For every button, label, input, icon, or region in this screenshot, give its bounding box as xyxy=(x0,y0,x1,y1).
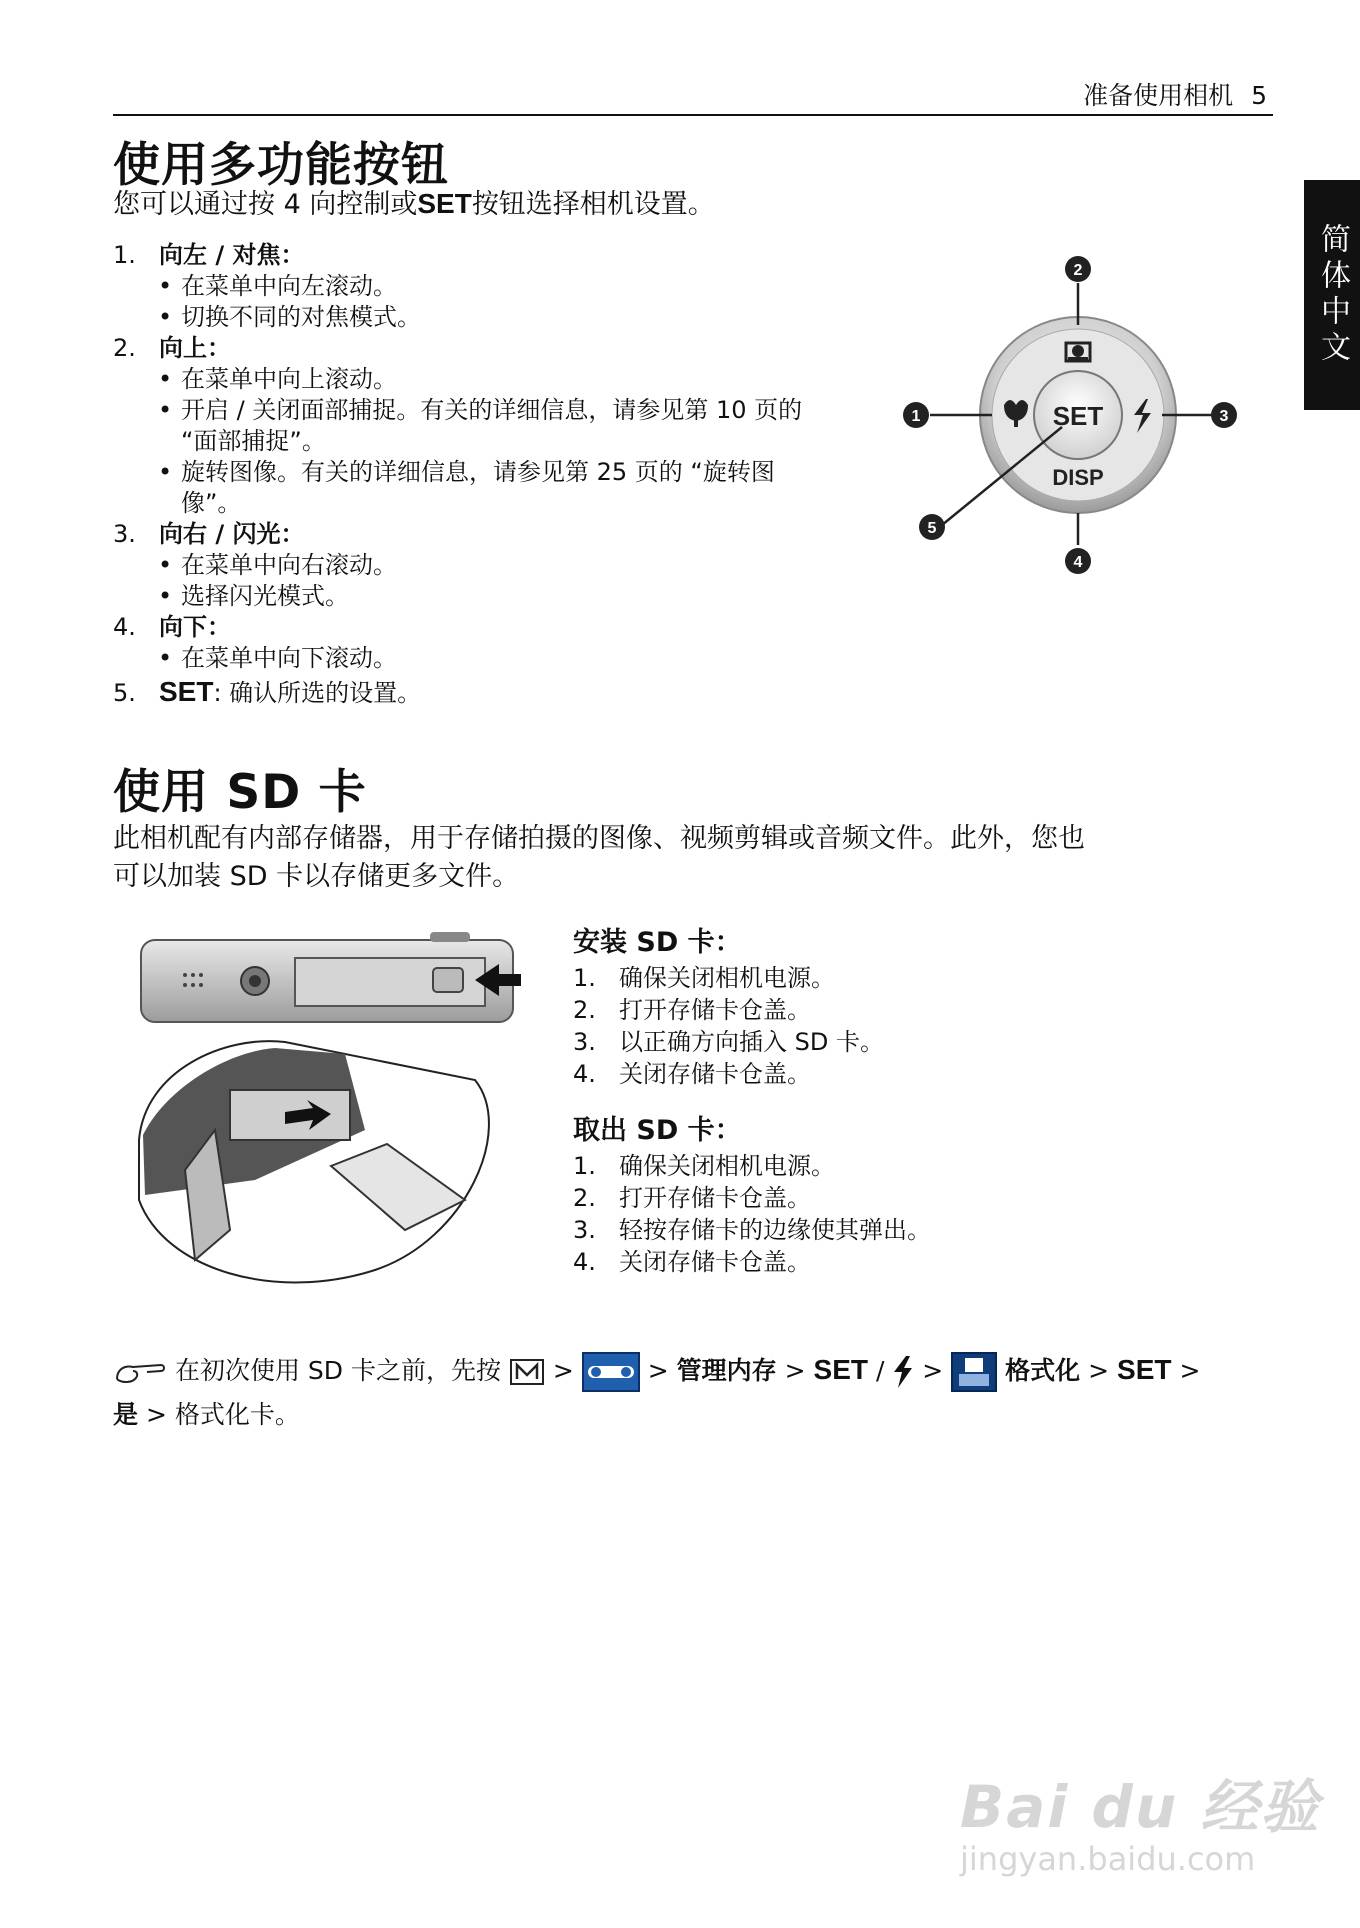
gt-sign: > xyxy=(922,1356,944,1385)
step-text: 关闭存储卡仓盖。 xyxy=(619,1248,811,1276)
gt-sign: > xyxy=(1179,1356,1201,1385)
install-steps xyxy=(573,962,884,1090)
step-number: 4. xyxy=(573,1248,596,1276)
bullet-text: 在菜单中向下滚动。 xyxy=(181,644,397,672)
page-number: 5 xyxy=(1251,81,1267,110)
bullet-text: 像”。 xyxy=(181,489,242,517)
bullet-text: 在菜单中向左滚动。 xyxy=(181,272,397,300)
callout-1: 1 xyxy=(911,408,921,425)
step-number: 2. xyxy=(573,996,596,1024)
chapter-title: 准备使用相机 xyxy=(1083,81,1234,110)
item-number: 4. xyxy=(113,613,136,641)
step-text: 确保关闭相机电源。 xyxy=(619,1152,835,1180)
step-text: 关闭存储卡仓盖。 xyxy=(619,1060,811,1088)
language-tab xyxy=(1304,180,1360,410)
list-item xyxy=(573,1214,931,1246)
list-item xyxy=(573,962,884,994)
gt-sign: > xyxy=(552,1356,574,1385)
flash-icon xyxy=(892,1354,914,1390)
intro-text-end: 按钮选择相机设置。 xyxy=(471,189,715,220)
list-item: 3. 向右 / 闪光： • 在菜单中向右滚动。 • 选择闪光模式。 xyxy=(113,520,397,610)
camera-bottom-view xyxy=(141,932,521,1022)
step-number: 4. xyxy=(573,1060,596,1088)
list-item xyxy=(573,1026,884,1058)
list-item: 1. 向左 / 对焦： • 在菜单中向左滚动。 • 切换不同的对焦模式。 xyxy=(113,241,421,331)
step-number: 3. xyxy=(573,1028,596,1056)
list-item xyxy=(113,674,802,711)
disp-label: DISP xyxy=(1052,465,1104,490)
gt-sign: > xyxy=(647,1356,669,1385)
step-text: 轻按存储卡的边缘使其弹出。 xyxy=(619,1216,931,1244)
setup-menu-icon xyxy=(582,1352,640,1392)
step-text: 确保关闭相机电源。 xyxy=(619,964,835,992)
intro-line: 此相机配有内部存储器，用于存储拍摄的图像、视频剪辑或音频文件。此外，您也 xyxy=(113,823,1085,854)
bullet-text: 切换不同的对焦模式。 xyxy=(181,303,421,331)
callout-3: 3 xyxy=(1219,408,1229,425)
note-text-end: > 格式化卡。 xyxy=(145,1400,300,1429)
baidu-watermark xyxy=(960,1760,1320,1878)
item-number: 1. xyxy=(113,241,136,269)
controller-diagram xyxy=(900,245,1240,585)
item-number: 2. xyxy=(113,334,136,362)
set-label: SET xyxy=(1052,401,1104,431)
format-icon xyxy=(951,1352,997,1392)
watermark-url: jingyan.baidu.com xyxy=(960,1840,1256,1878)
list-item xyxy=(573,1246,931,1278)
list-item xyxy=(573,994,884,1026)
page-header xyxy=(113,72,1273,116)
install-title: 安装 SD 卡： xyxy=(573,927,742,958)
set-word: SET xyxy=(417,188,472,219)
intro-line: 可以加装 SD 卡以存储更多文件。 xyxy=(113,861,520,892)
header-text xyxy=(1083,76,1267,112)
gt-sign: > xyxy=(784,1356,806,1385)
step-text: 打开存储卡仓盖。 xyxy=(619,1184,811,1212)
gt-sign: > xyxy=(1088,1356,1110,1385)
item-title: 向上： xyxy=(159,334,231,362)
step-text: 以正确方向插入 SD 卡。 xyxy=(619,1028,884,1056)
callout-5: 5 xyxy=(927,520,937,537)
intro-text: 您可以通过按 4 向控制或 xyxy=(113,189,418,220)
step-number: 1. xyxy=(573,1152,596,1180)
menu-button-icon xyxy=(509,1357,545,1387)
camera-sd-illustration xyxy=(135,930,545,1300)
set-word: SET xyxy=(813,1354,868,1385)
item-title: 向左 / 对焦： xyxy=(159,241,305,269)
section2-intro xyxy=(113,820,1085,896)
bullet-text: 旋转图像。有关的详细信息，请参见第 25 页的 “旋转图 xyxy=(181,458,775,486)
item-number: 5. xyxy=(113,679,136,707)
item-title: 向右 / 闪光： xyxy=(159,520,305,548)
remove-title: 取出 SD 卡： xyxy=(573,1115,742,1146)
list-item: 2. 向上： • 在菜单中向上滚动。 • 开启 / 关闭面部捕捉。有关的详细信息，请参见第 10 页的 “面部捕捉”。 • 旋转图像。有关的详细信息，请参见第 25 页的 “旋转图 像”。 xyxy=(113,334,803,517)
slash: / xyxy=(875,1356,885,1385)
item-title: 向下： xyxy=(159,613,231,641)
language-tab-label: 简体中文 xyxy=(1315,223,1350,367)
step-number: 3. xyxy=(573,1216,596,1244)
section1-heading: 使用多功能按钮 xyxy=(113,138,449,193)
watermark-logo: Bai du 经验 xyxy=(960,1773,1321,1841)
step-number: 2. xyxy=(573,1184,596,1212)
format-label: 格式化 xyxy=(1005,1356,1081,1385)
callout-4: 4 xyxy=(1073,554,1083,571)
section1-intro xyxy=(113,185,715,224)
note-paragraph xyxy=(113,1348,1273,1437)
list-item: 4. 向下： • 在菜单中向下滚动。 xyxy=(113,613,397,672)
bullet-text: 开启 / 关闭面部捕捉。有关的详细信息，请参见第 10 页的 xyxy=(181,396,803,424)
bullet-text: 在菜单中向右滚动。 xyxy=(181,551,397,579)
section2-heading: 使用 SD 卡 xyxy=(113,765,367,820)
list-item xyxy=(573,1058,884,1090)
step-number: 1. xyxy=(573,964,596,992)
callout-2: 2 xyxy=(1073,262,1083,279)
remove-steps xyxy=(573,1150,931,1278)
manage-memory-label: 管理内存 xyxy=(676,1356,777,1385)
list-item xyxy=(573,1182,931,1214)
set-word: SET xyxy=(1117,1354,1172,1385)
pointing-hand-icon xyxy=(113,1357,167,1387)
item-number: 3. xyxy=(113,520,136,548)
step-text: 打开存储卡仓盖。 xyxy=(619,996,811,1024)
camera-open-view xyxy=(139,1041,489,1282)
item-title: SET xyxy=(159,676,214,707)
note-text: 在初次使用 SD 卡之前，先按 xyxy=(174,1356,501,1385)
yes-label: 是 xyxy=(113,1400,139,1429)
bullet-text: 选择闪光模式。 xyxy=(181,582,349,610)
list-item xyxy=(573,1150,931,1182)
bullet-text: 在菜单中向上滚动。 xyxy=(181,365,397,393)
bullet-text: “面部捕捉”。 xyxy=(181,427,326,455)
button-list xyxy=(113,240,802,711)
item-suffix: : 确认所选的设置。 xyxy=(213,679,422,707)
